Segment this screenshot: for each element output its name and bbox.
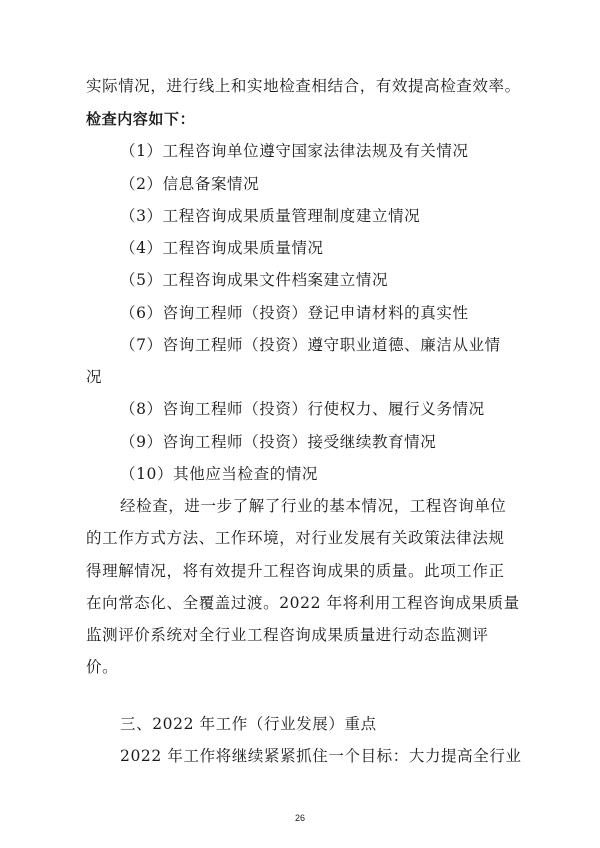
list-item-9: （9）咨询工程师（投资）接受继续教育情况 bbox=[120, 433, 437, 451]
list-item-2: （2）信息备案情况 bbox=[120, 175, 260, 193]
list-item-3: （3）工程咨询成果质量管理制度建立情况 bbox=[120, 207, 421, 225]
paragraph-line-6: 价。 bbox=[86, 658, 119, 676]
paragraph-line-2: 的工作方式方法、工作环境，对行业发展有关政策法律法规 bbox=[86, 529, 505, 547]
list-item-1: （1）工程咨询单位遵守国家法律法规及有关情况 bbox=[120, 142, 469, 160]
paragraph-line-1: 经检查，进一步了解了行业的基本情况，工程咨询单位 bbox=[120, 497, 507, 515]
list-item-7: （7）咨询工程师（投资）遵守职业道德、廉洁从业情 bbox=[120, 336, 501, 354]
list-item-4: （4）工程咨询成果质量情况 bbox=[120, 239, 324, 257]
section-heading-inspection-content: 检查内容如下： bbox=[86, 110, 196, 128]
list-item-10: （10）其他应当检查的情况 bbox=[120, 465, 319, 483]
section-heading-2022-focus: 三、2022 年工作（行业发展）重点 bbox=[120, 715, 377, 733]
paragraph-line-3: 得理解情况，将有效提升工程咨询成果的质量。此项工作正 bbox=[86, 562, 505, 580]
paragraph-line-4: 在向常态化、全覆盖过渡。2022 年将利用工程咨询成果质量 bbox=[86, 594, 520, 612]
list-item-7-continued: 况 bbox=[86, 368, 103, 386]
page-number: 26 bbox=[294, 813, 305, 823]
body-line-1: 实际情况，进行线上和实地检查相结合，有效提高检查效率。 bbox=[86, 77, 521, 95]
list-item-6: （6）咨询工程师（投资）登记申请材料的真实性 bbox=[120, 304, 469, 322]
paragraph-2022-line-1: 2022 年工作将继续紧紧抓住一个目标：大力提高全行业 bbox=[120, 747, 522, 765]
list-item-8: （8）咨询工程师（投资）行使权力、履行义务情况 bbox=[120, 400, 485, 418]
paragraph-line-5: 监测评价系统对全行业工程咨询成果质量进行动态监测评 bbox=[86, 626, 489, 644]
list-item-5: （5）工程咨询成果文件档案建立情况 bbox=[120, 271, 389, 289]
